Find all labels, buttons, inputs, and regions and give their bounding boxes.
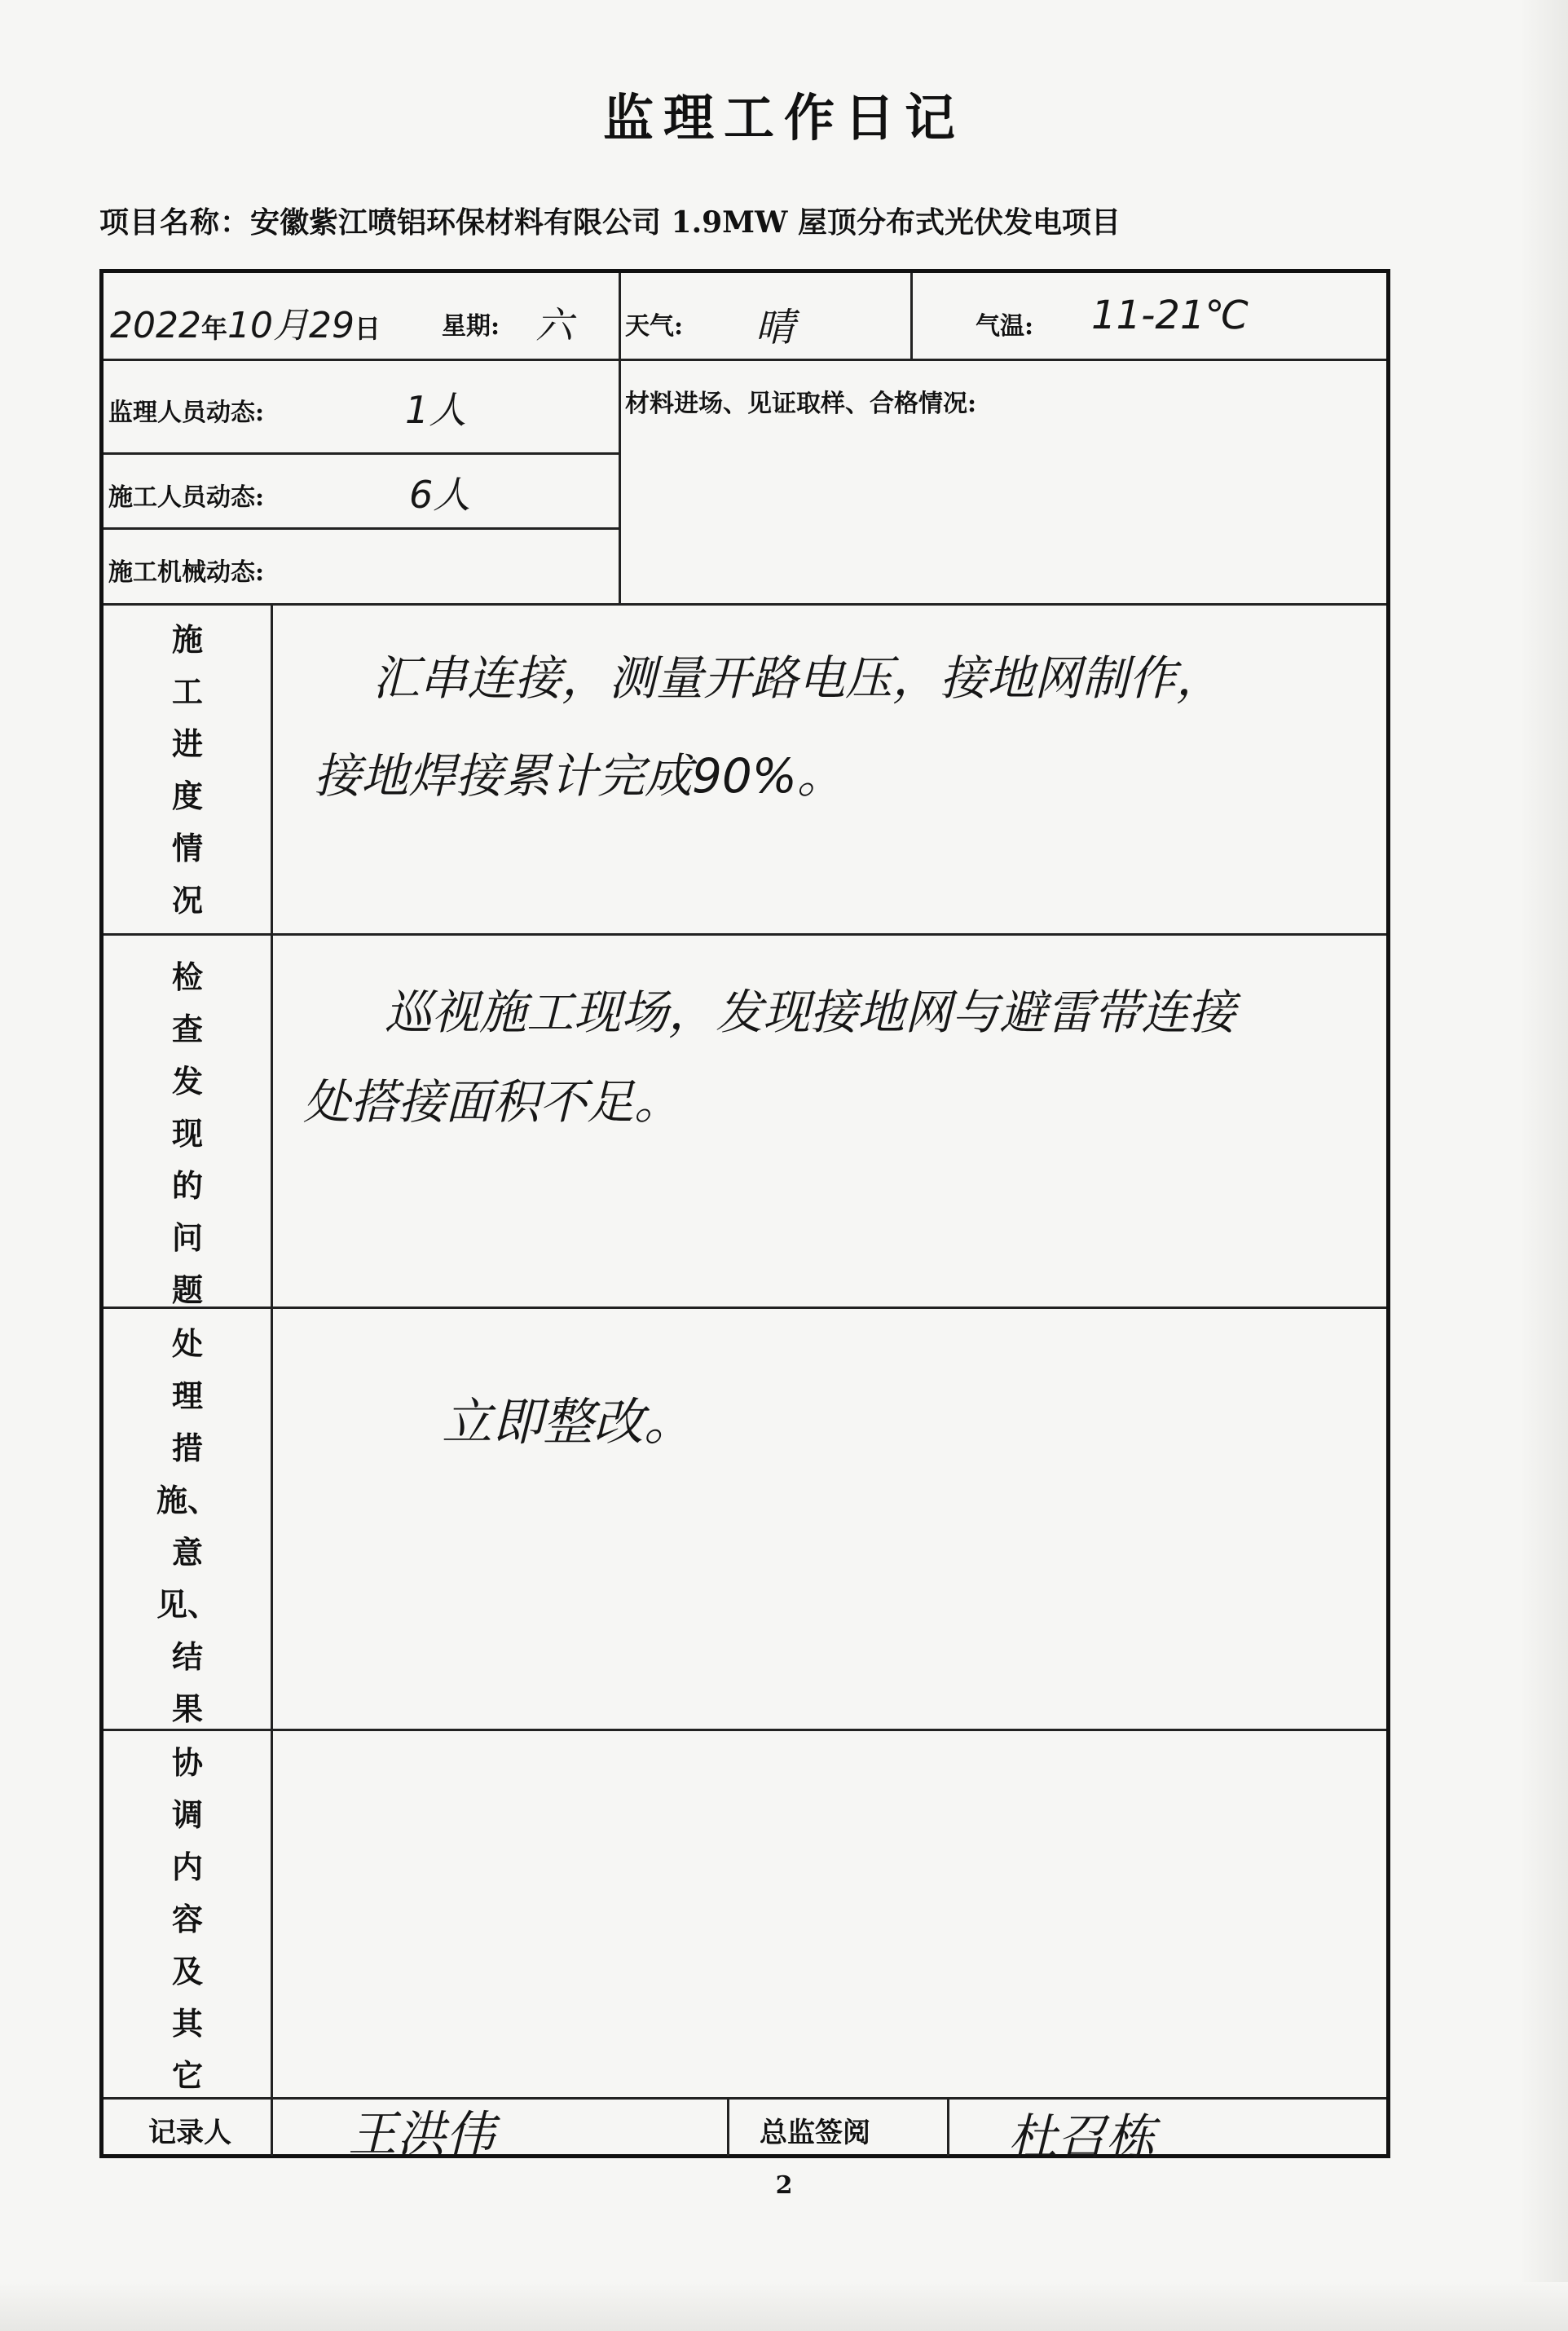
date-day: 29 xyxy=(309,305,355,346)
rule-section-1-bottom xyxy=(104,933,1386,936)
progress-text-line-1: 汇串连接，测量开路电压，接地网制作， xyxy=(372,650,1224,706)
diary-form xyxy=(99,269,1390,2166)
worker-staff-value: 6人 xyxy=(409,473,471,517)
section-measures-label: 处 理 措 施、 意 见、 结 果 xyxy=(156,1325,218,1727)
date-month-unit: 月 xyxy=(273,305,309,346)
temperature-value: 11-21℃ xyxy=(1091,293,1249,338)
project-label: 项目名称： xyxy=(99,205,251,240)
section-progress-label: 施 工 进 度 情 况 xyxy=(171,621,203,919)
rule-header-bottom xyxy=(104,359,1386,361)
supervisor-staff-value: 1人 xyxy=(405,388,467,432)
page-number: 2 xyxy=(775,2171,793,2200)
rule-section-4-bottom xyxy=(104,2097,1386,2100)
rule-top-middle xyxy=(619,273,621,603)
section-coordination-label: 协 调 内 容 及 其 它 xyxy=(171,1744,203,2094)
rule-section-2-bottom xyxy=(104,1307,1386,1309)
problems-text-line-2: 处搭接面积不足。 xyxy=(303,1074,682,1130)
rule-footer-1 xyxy=(727,2097,729,2156)
machinery-label: 施工机械动态: xyxy=(108,558,265,587)
rule-section-3-bottom xyxy=(104,1729,1386,1731)
rule-top-block-bottom xyxy=(104,603,1386,606)
measures-text-line-1: 立即整改。 xyxy=(442,1392,695,1452)
rule-weather-temp xyxy=(910,273,913,359)
weather-label: 天气: xyxy=(625,312,684,341)
date-day-unit: 日 xyxy=(355,313,381,344)
date-year: 2022 xyxy=(110,305,201,346)
chief-label: 总监签阅 xyxy=(760,2117,870,2149)
progress-text-line-2: 接地焊接累计完成90%。 xyxy=(314,748,844,804)
document-title: 监理工作日记 xyxy=(602,88,965,148)
project-name: 安徽紫江喷铝环保材料有限公司 1.9MW 屋顶分布式光伏发电项目 xyxy=(250,205,1121,240)
weather-value: 晴 xyxy=(755,305,795,350)
page-bottom-shadow xyxy=(0,2282,1568,2331)
rule-footer-2 xyxy=(947,2097,949,2156)
date-year-unit: 年 xyxy=(200,313,227,344)
recorder-signature: 王洪伟 xyxy=(348,2106,495,2163)
rule-label-column xyxy=(271,603,273,2156)
date-month: 10 xyxy=(227,305,273,346)
weekday-label: 星期: xyxy=(442,312,500,341)
materials-label: 材料进场、见证取样、合格情况: xyxy=(625,390,977,418)
project-line xyxy=(99,200,1121,241)
worker-staff-label: 施工人员动态: xyxy=(108,483,265,512)
problems-text-line-1: 巡视施工现场，发现接地网与避雷带连接 xyxy=(385,985,1236,1040)
date-field xyxy=(110,296,381,348)
rule-worker-bottom xyxy=(104,527,619,530)
page-edge-shadow xyxy=(1519,0,1568,2331)
chief-signature: 杜召栋 xyxy=(1008,2109,1155,2166)
temperature-label: 气温: xyxy=(976,312,1034,341)
supervisor-staff-label: 监理人员动态: xyxy=(108,399,265,427)
recorder-label: 记录人 xyxy=(148,2117,231,2149)
rule-supervisor-bottom xyxy=(104,452,619,455)
section-problems-label: 检 查 发 现 的 问 题 xyxy=(171,958,203,1308)
weekday-value: 六 xyxy=(535,303,573,347)
